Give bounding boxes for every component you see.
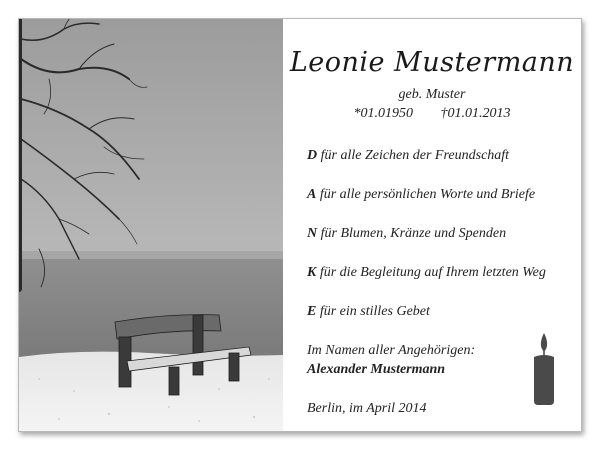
thanks-line-d <box>307 148 509 164</box>
thanks-line-a <box>307 187 535 203</box>
thanks-initial: D <box>307 148 318 163</box>
thanks-line-e <box>307 304 430 320</box>
thanks-initial: E <box>307 304 317 319</box>
thanks-initial: N <box>307 226 318 241</box>
thanks-text: für die Begleitung auf Ihrem letzten Weg <box>316 265 546 280</box>
thanks-text: für ein stilles Gebet <box>316 304 430 319</box>
thanks-line-n <box>307 226 506 242</box>
death-date: †01.01.2013 <box>440 106 511 121</box>
thanks-text: für alle persönlichen Worte und Briefe <box>316 187 536 202</box>
thanks-initial: K <box>307 265 317 280</box>
maiden-name: geb. Muster <box>398 87 466 102</box>
card-text-panel <box>283 19 581 431</box>
signatory-name: Alexander Mustermann <box>307 362 446 377</box>
candle-icon <box>531 331 557 407</box>
snowy-bench-lake-photo <box>19 19 283 431</box>
life-dates <box>283 106 581 122</box>
on-behalf-line: Im Namen aller Angehörigen: <box>307 343 476 358</box>
thanks-line-k <box>307 265 546 281</box>
obituary-card <box>18 18 582 432</box>
thanks-text: für alle Zeichen der Freundschaft <box>317 148 510 163</box>
thanks-text: für Blumen, Kränze und Spenden <box>317 226 507 241</box>
place-date: Berlin, im April 2014 <box>307 401 427 416</box>
deceased-name: Leonie Mustermann <box>289 47 575 78</box>
birth-date: *01.01950 <box>353 106 413 121</box>
thanks-initial: A <box>307 187 317 202</box>
